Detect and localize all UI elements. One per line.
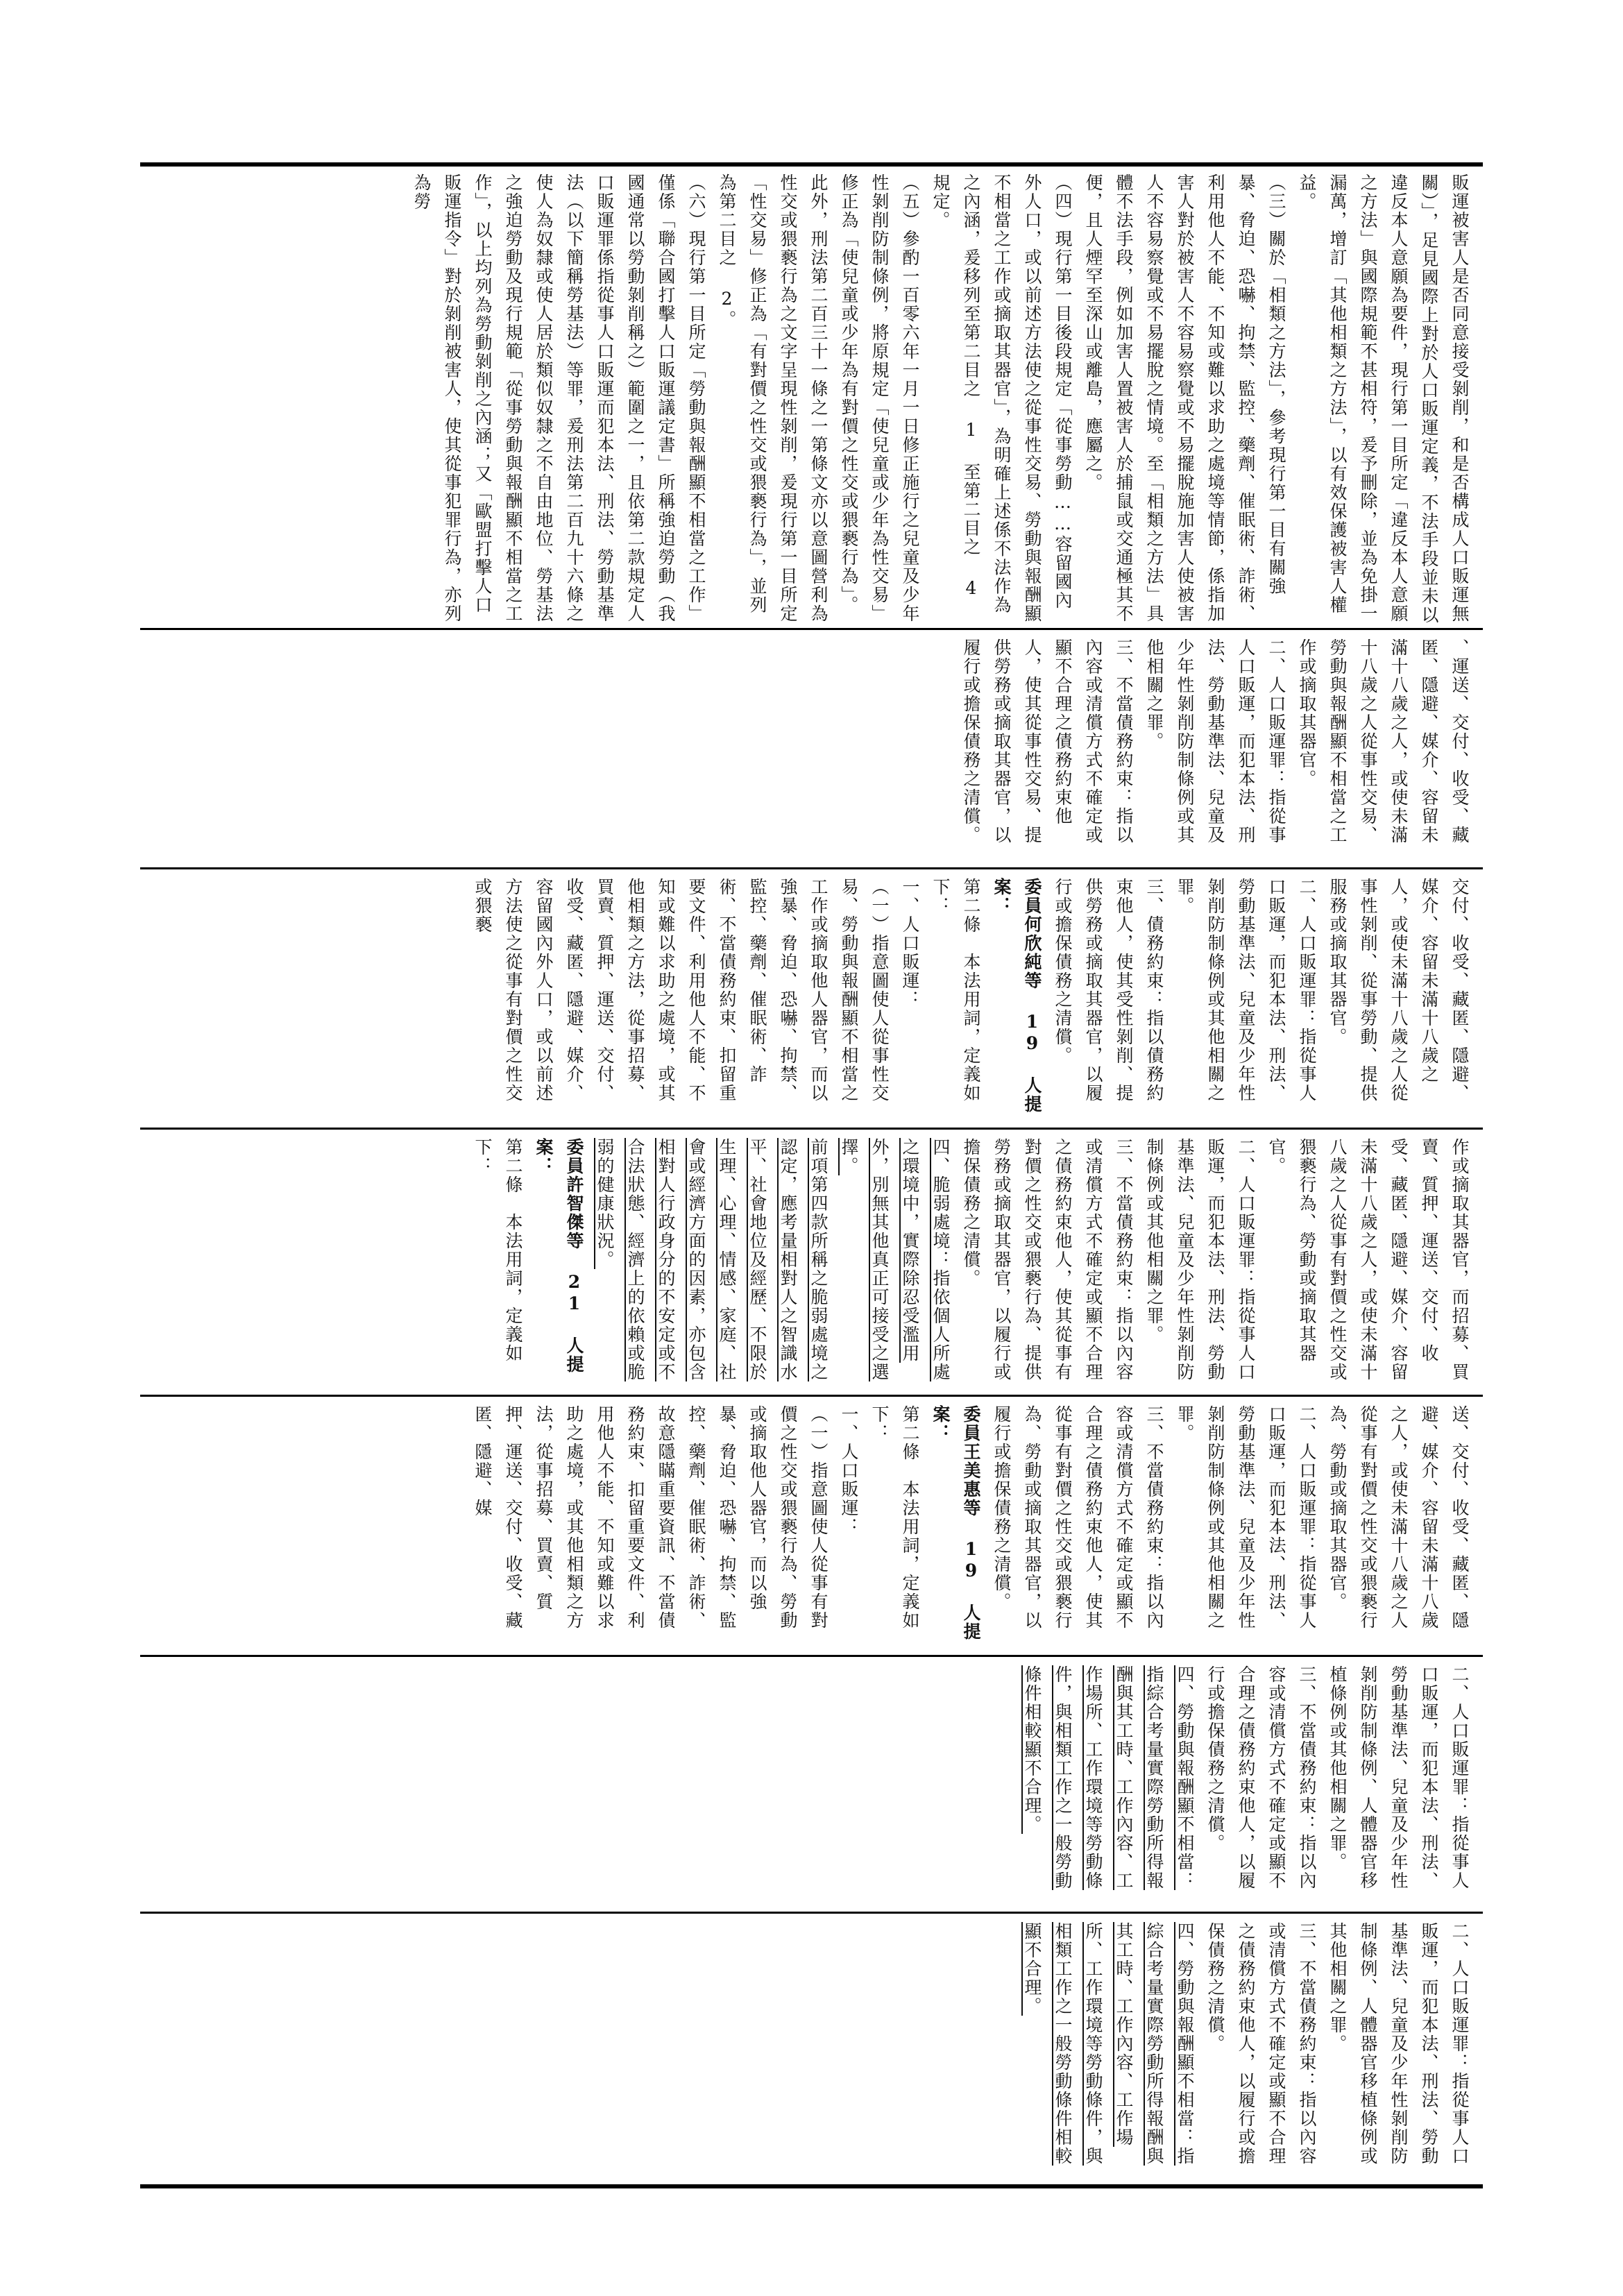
proposal-wang-para-7: （一）指意圖使人從事有對價之性交或猥褻行為、勞動或摘取他人器官，而以強暴、脅迫、恐嚇、拘禁、監控、藥劑、催眠術、詐術、故意隱瞞重要資訊、不當債務約束、扣留重要文件、利用他人不能、不知或難以求助之處境，或其他相類之方法，從事招募、買賣、質押、運送、交付、收受、藏匿、隱避、媒 [473, 1405, 829, 1630]
proposal-ho-para-3: 三、債務約束：指以債務約束他人，使其受性剝削、提供勞務或摘取其器官，以履行或擔保債務之清償。 [1053, 878, 1164, 1103]
proposal-hsu-para-3: 三、不當債務約束：指以內容或清償方式不確定或顯不合理之債務約束他人，使其從事有對價之性交或猥褻行為、提供勞務或摘取其器官，以履行或擔保債務之清償。 [961, 1138, 1134, 1381]
proposal-hsu-para-7: 第二條 本法用詞，定義如下： [473, 1138, 523, 1363]
proposal-ho-title: 委員何欣純等 19 人提案： [992, 878, 1042, 1114]
top-rule [140, 162, 1483, 167]
current-law-para-1: 、運送、交付、收受、藏匿、隱避、媒介、容留未滿十八歲之人，或使未滿十八歲之人從事性交易、勞動與報酬顯不相當之工作或摘取其器官。 [1297, 638, 1470, 844]
proposal-7-column [1022, 1922, 1475, 2179]
proposal-ho-para-7: （一）指意圖使人從事性交易、勞動與報酬顯不相當之工作或摘取他人器官，而以強暴、脅迫、恐嚇、拘禁、監控、藥劑、催眠術、詐術、不當債務約束、扣留重要文件、利用他人不能、不知或難以求助之處境，或其他相類之方法，從事招募、買賣、質押、運送、交付、收受、藏匿、隱避、媒介、容留國內外人口，或以前述方法使之從事有對價之性交或猥褻 [473, 878, 890, 1103]
proposal-6-para-2: 三、不當債務約束：指以內容或清償方式不確定或顯不合理之債務約束他人，以履行或擔保債務之清償。 [1205, 1665, 1317, 1890]
proposal-6-column [1022, 1665, 1475, 1905]
explanation-para-1: 販運被害人是否同意接受剝削，和是否構成人口販運無關）」，足見國際上對於人口販運定義，不法手段並未以違反本人意願為要件，現行第一目所定「違反本人意願之方法」與國際規範不甚相符，爰予刪除，並為免掛一漏萬，增訂「其他相類之方法」，以有效保護被害人權益。 [1297, 173, 1470, 624]
proposal-ho-para-2: 二、人口販運罪：指從事人口販運，而犯本法、刑法、勞動基準法、兒童及少年性剝削防制條例或其他相關之罪。 [1175, 878, 1317, 1103]
proposal-wang-para-2: 二、人口販運罪：指從事人口販運，而犯本法、刑法、勞動基準法、兒童及少年性剝削防制條例或其他相關之罪。 [1175, 1405, 1317, 1630]
proposal-hsu-para-4: 四、脆弱處境：指依個人所處之環境中，實際除忍受濫用外，別無其他真正可接受之選擇。 [839, 1138, 951, 1381]
explanation-para-5: （六）現行第一目所定「勞動與報酬顯不相當之工作」僅係「聯合國打擊人口販運議定書」所稱強迫勞動（我國通常以勞動剝削稱之）範圍之一，且依第二款規定人口販運罪係指從事人口販運而犯本法、刑法、勞動基準法（以下簡稱勞基法）等罪，爰刑法第二百九十六條之使人為奴隸或使人居於類似奴隸之不自由地位、勞基法之強迫勞動及現行規範「從事勞動與報酬顯不相當之工作」，以上均列為勞動剝削之內涵；又「歐盟打擊人口販運指令」對於剝削被害人，使其從事犯罪行為，亦列為勞 [411, 173, 706, 623]
proposal-wang-para-3: 三、不當債務約束：指以內容或清償方式不確定或顯不合理之債務約束他人，使其從事有對價之性交或猥褻行為、勞動或摘取其器官，以履行或擔保債務之清償。 [992, 1405, 1164, 1630]
proposal-ho-para-1: 交付、收受、藏匿、隱避、媒介、容留未滿十八歲之人，或使未滿十八歲之人從事性剝削、從事勞動、提供服務或摘取其器官。 [1327, 878, 1470, 1103]
proposal-7-para-2: 三、不當債務約束：指以內容或清償方式不確定或顯不合理之債務約束他人，以履行或擔保債務之清償。 [1205, 1922, 1317, 2166]
proposal-wang-column [473, 1405, 1475, 1648]
proposal-6-para-3: 四、勞動與報酬顯不相當：指綜合考量實際勞動所得報酬與其工時、工作內容、工作場所、工作環境等勞動條件，與相類工作之一般勞動條件相較顯不合理。 [1022, 1665, 1195, 1890]
proposal-hsu-para-2: 二、人口販運罪：指從事人口販運，而犯本法、刑法、勞動基準法、兒童及少年性剝削防制條例或其他相關之罪。 [1144, 1138, 1256, 1381]
proposal-ho-para-6: 一、人口販運： [900, 878, 920, 1009]
proposal-hsu-para-1: 作或摘取其器官，而招募、買賣、質押、運送、交付、收受、藏匿、隱避、媒介、容留未滿十八歲之人，或使未滿十八歲之人從事有對價之性交或猥褻行為、勞動或摘取其器官。 [1266, 1138, 1470, 1381]
proposal-6-para-1: 二、人口販運罪：指從事人口販運，而犯本法、刑法、勞動基準法、兒童及少年性剝削防制條例、人體器官移植條例或其他相關之罪。 [1327, 1665, 1470, 1890]
explanation-column [411, 173, 1475, 624]
proposal-hsu-column [473, 1138, 1475, 1388]
bottom-rule [140, 2184, 1483, 2188]
row-separator-3 [140, 1128, 1483, 1130]
proposal-wang-title: 委員王美惠等 19 人提案： [931, 1405, 981, 1641]
current-law-para-2: 二、人口販運罪：指從事人口販運，而犯本法、刑法、勞動基準法、兒童及少年性剝削防制條例或其他相關之罪。 [1144, 638, 1286, 844]
proposal-wang-para-6: 一、人口販運： [839, 1405, 859, 1536]
explanation-para-2: （三）關於「相類之方法」，參考現行第一目有關強暴、脅迫、恐嚇、拘禁、監控、藥劑、催眠術、詐術、利用他人不能、不知或難以求助之處境等情節，係指加害人對於被害人不容易察覺或不易擺脫施加害人使被害人不容易察覺或不易擺脫之情境。至「相類之方法」具體不法手段，例如加害人置被害人於捕鼠或交通極其不便，且人煙罕至深山或離島，應屬之。 [1083, 173, 1286, 623]
row-separator-5 [140, 1655, 1483, 1657]
row-separator-2 [140, 867, 1483, 869]
proposal-ho-column [473, 878, 1475, 1121]
proposal-hsu-title: 委員許智傑等 21 人提案： [534, 1138, 584, 1374]
explanation-para-4: （五）參酌一百零六年一月一日修正施行之兒童及少年性剝削防制條例，將原規定「使兒童或少年為性交易」修正為「使兒童或少年為有對價之性交或猥褻行為」。此外，刑法第二百三十一條之一第條文亦以意圖營利為性交或猥褻行為之文字呈現性剝削，爰現行第一目所定「性交易」修正為「有對價之性交或猥褻行為」，並列為第二目之 2。 [717, 173, 920, 623]
current-law-column [961, 638, 1475, 860]
proposal-ho-para-5: 第二條 本法用詞，定義如下： [931, 878, 981, 1103]
proposal-wang-para-1: 送、交付、收受、藏匿、隱避、媒介、容留未滿十八歲之人，或使未滿十八歲之人從事有對價之性交或猥褻行為、勞動或摘取其器官。 [1327, 1405, 1470, 1630]
row-separator-1 [140, 628, 1483, 630]
explanation-para-3: （四）現行第一目後段規定「從事勞動……容留國內外人口，或以前述方法使之從事性交易、勞動與報酬顯不相當之工作或摘取其器官」，為明確上述係不法作為之內涵，爰移列至第二目之 1 至第二目之 4 規定。 [931, 173, 1073, 623]
proposal-hsu-para-5: 前項第四款所稱之脆弱處境之認定，應考量相對人之智識水平、社會地位及經歷、不限於生理、心理、情感、家庭、社會或經濟方面的因素，亦包含相對人行政身分的不安定或不合法狀態、經濟上的依賴或脆弱的健康狀況。 [595, 1138, 829, 1381]
row-separator-6 [140, 1912, 1483, 1914]
row-separator-4 [140, 1395, 1483, 1397]
proposal-7-para-3: 四、勞動與報酬顯不相當：指綜合考量實際勞動所得報酬與其工時、工作內容、工作場所、工作環境等勞動條件，與相類工作之一般勞動條件相較顯不合理。 [1022, 1922, 1195, 2166]
proposal-wang-para-5: 第二條 本法用詞，定義如下： [869, 1405, 920, 1630]
current-law-para-3: 三、不當債務約束：指以內容或清償方式不確定或顯不合理之債務約束他人，使其從事性交易、提供勞務或摘取其器官，以履行或擔保債務之清償。 [961, 638, 1134, 844]
proposal-7-para-1: 二、人口販運罪：指從事人口販運，而犯本法、刑法、勞動基準法、兒童及少年性剝削防制條例、人體器官移植條例或其他相關之罪。 [1327, 1922, 1470, 2166]
